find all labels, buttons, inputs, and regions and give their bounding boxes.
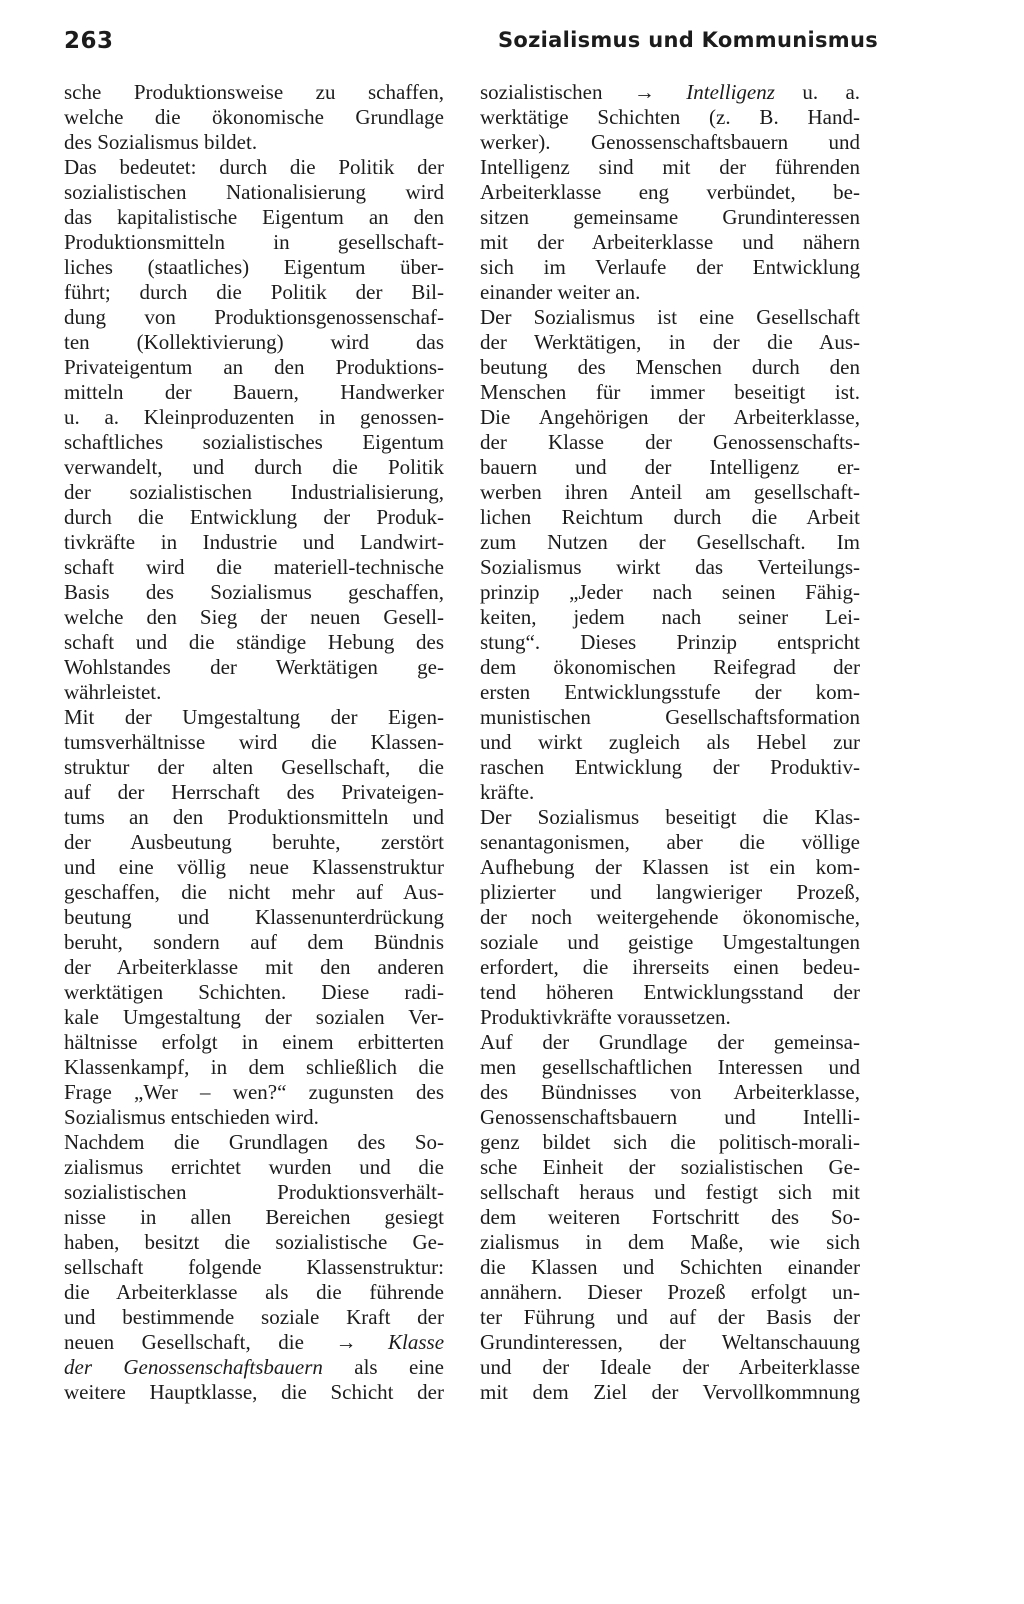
- text-line: einander weiter an.: [480, 280, 641, 304]
- text-line: durch die Entwicklung der Produk-: [64, 505, 444, 529]
- text-fragment: neuen Gesellschaft, die: [64, 1330, 304, 1354]
- paragraph: [64, 80, 444, 155]
- text-fragment: u. a.: [802, 80, 861, 104]
- paragraph: [64, 155, 444, 705]
- text-line: Grundinteressen, der Weltanschauung: [480, 1330, 860, 1354]
- text-line: erfordert, die ihrerseits einen bedeu-: [480, 955, 860, 979]
- text-line: die Klassen und Schichten einander: [480, 1255, 860, 1279]
- text-line: führt; durch die Politik der Bil-: [64, 280, 444, 304]
- text-line: und eine völlig neue Klassenstruktur: [64, 855, 444, 879]
- text-line: die Arbeiterklasse als die führende: [64, 1280, 444, 1304]
- text-line: schaft und die ständige Hebung des: [64, 630, 444, 654]
- text-line: sitzen gemeinsame Grundinteressen: [480, 205, 860, 229]
- text-line: tivkräfte in Industrie und Landwirt-: [64, 530, 444, 554]
- text-line: Wohlstandes der Werktätigen ge-: [64, 655, 444, 679]
- text-fragment: als eine: [354, 1355, 444, 1379]
- text-line: Auf der Grundlage der gemeinsa-: [480, 1030, 860, 1054]
- text-line: [64, 1330, 444, 1355]
- text-line: sozialistischen Produktionsverhält-: [64, 1180, 444, 1204]
- text-line: soziale und geistige Umgestaltungen: [480, 930, 860, 954]
- text-line: raschen Entwicklung der Produktiv-: [480, 755, 860, 779]
- text-fragment: sozialistischen: [480, 80, 603, 104]
- text-line: kräfte.: [480, 780, 535, 804]
- text-line: ersten Entwicklungsstufe der kom-: [480, 680, 860, 704]
- right-column: [480, 80, 860, 1405]
- text-line: dem weiteren Fortschritt des So-: [480, 1205, 860, 1229]
- text-line: munistischen Gesellschaftsformation: [480, 705, 860, 729]
- page-number: 263: [64, 28, 114, 54]
- text-line: mit dem Ziel der Vervollkommnung: [480, 1380, 860, 1404]
- text-line: plizierter und langwieriger Prozeß,: [480, 880, 860, 904]
- running-head: Sozialismus und Kommunismus: [497, 28, 878, 52]
- text-line: sellschaft heraus und festigt sich mit: [480, 1180, 860, 1204]
- text-line: sellschaft folgende Klassenstruktur:: [64, 1255, 444, 1279]
- text-line: lichen Reichtum durch die Arbeit: [480, 505, 860, 529]
- text-line: ter Führung und auf der Basis der: [480, 1305, 860, 1329]
- left-column: [64, 80, 444, 1405]
- text-line: tend höheren Entwicklungsstand der: [480, 980, 860, 1004]
- text-line: men gesellschaftlichen Interessen und: [480, 1055, 860, 1079]
- text-line: bauern und der Intelligenz er-: [480, 455, 860, 479]
- text-line: Frage „Wer – wen?“ zugunsten des: [64, 1080, 444, 1104]
- arrow-icon: →: [633, 80, 655, 104]
- text-line: dung von Produktionsgenossenschaf-: [64, 305, 444, 329]
- text-line: weitere Hauptklasse, die Schicht der: [64, 1380, 444, 1404]
- text-line: Sozialismus entschieden wird.: [64, 1105, 319, 1129]
- text-line: der Ausbeutung beruhte, zerstört: [64, 830, 444, 854]
- text-line: des Sozialismus bildet.: [64, 130, 258, 154]
- text-line: kale Umgestaltung der sozialen Ver-: [64, 1005, 444, 1029]
- paragraph: [64, 705, 444, 1130]
- text-line: sozialistischen Nationalisierung wird: [64, 180, 444, 204]
- text-line: tums an den Produktionsmitteln und: [64, 805, 444, 829]
- cross-reference-link[interactable]: der Genossenschaftsbauern: [64, 1355, 323, 1379]
- text-line: und wirkt zugleich als Hebel zur: [480, 730, 860, 754]
- paragraph: [480, 1030, 860, 1405]
- text-line: der sozialistischen Industrialisierung,: [64, 480, 444, 504]
- text-line: der noch weitergehende ökonomische,: [480, 905, 860, 929]
- text-line: welche den Sieg der neuen Gesell-: [64, 605, 444, 629]
- paragraph: [64, 1130, 444, 1405]
- text-line: hältnisse erfolgt in einem erbitterten: [64, 1030, 444, 1054]
- text-line: werben ihren Anteil am gesellschaft-: [480, 480, 860, 504]
- text-line: Privateigentum an den Produktions-: [64, 355, 444, 379]
- text-line: sche Produktionsweise zu schaffen,: [64, 80, 444, 104]
- text-line: werktätigen Schichten. Diese radi-: [64, 980, 444, 1004]
- text-line: haben, besitzt die sozialistische Ge-: [64, 1230, 444, 1254]
- text-line: Das bedeutet: durch die Politik der: [64, 155, 444, 179]
- text-line: genz bildet sich die politisch-morali-: [480, 1130, 860, 1154]
- text-line: schaftliches sozialistisches Eigentum: [64, 430, 444, 454]
- text-line: sche Einheit der sozialistischen Ge-: [480, 1155, 860, 1179]
- text-line: das kapitalistische Eigentum an den: [64, 205, 444, 229]
- text-line: [480, 80, 860, 105]
- text-line: werktätige Schichten (z. B. Hand-: [480, 105, 860, 129]
- text-line: [64, 1355, 444, 1380]
- text-line: zum Nutzen der Gesellschaft. Im: [480, 530, 860, 554]
- text-line: struktur der alten Gesellschaft, die: [64, 755, 444, 779]
- text-line: u. a. Kleinproduzenten in genossen-: [64, 405, 444, 429]
- text-line: des Bündnisses von Arbeiterklasse,: [480, 1080, 860, 1104]
- text-line: sich im Verlaufe der Entwicklung: [480, 255, 860, 279]
- text-line: auf der Herrschaft des Privateigen-: [64, 780, 444, 804]
- text-line: Nachdem die Grundlagen des So-: [64, 1130, 444, 1154]
- text-line: Genossenschaftsbauern und Intelli-: [480, 1105, 860, 1129]
- text-line: Die Angehörigen der Arbeiterklasse,: [480, 405, 860, 429]
- text-line: und der Ideale der Arbeiterklasse: [480, 1355, 860, 1379]
- paragraph: [480, 805, 860, 1030]
- text-line: und bestimmende soziale Kraft der: [64, 1305, 444, 1329]
- cross-reference-link[interactable]: Intelligenz: [686, 80, 775, 104]
- text-line: währleistet.: [64, 680, 162, 704]
- text-line: mitteln der Bauern, Handwerker: [64, 380, 444, 404]
- text-line: senantagonismen, aber die völlige: [480, 830, 860, 854]
- text-line: tumsverhältnisse wird die Klassen-: [64, 730, 444, 754]
- text-line: welche die ökonomische Grundlage: [64, 105, 444, 129]
- text-line: Aufhebung der Klassen ist ein kom-: [480, 855, 860, 879]
- text-line: der Arbeiterklasse mit den anderen: [64, 955, 444, 979]
- text-line: dem ökonomischen Reifegrad der: [480, 655, 860, 679]
- paragraph: [480, 305, 860, 805]
- text-line: Der Sozialismus beseitigt die Klas-: [480, 805, 860, 829]
- text-line: Produktionsmitteln in gesellschaft-: [64, 230, 444, 254]
- text-line: liches (staatliches) Eigentum über-: [64, 255, 444, 279]
- text-line: Basis des Sozialismus geschaffen,: [64, 580, 444, 604]
- text-line: prinzip „Jeder nach seinen Fähig-: [480, 580, 860, 604]
- text-line: Arbeiterklasse eng verbündet, be-: [480, 180, 860, 204]
- text-line: zialismus in dem Maße, wie sich: [480, 1230, 860, 1254]
- arrow-icon: →: [335, 1330, 357, 1354]
- text-line: Mit der Umgestaltung der Eigen-: [64, 705, 444, 729]
- text-line: schaft wird die materiell-technische: [64, 555, 444, 579]
- text-line: beutung und Klassenunterdrückung: [64, 905, 444, 929]
- text-line: der Werktätigen, in der die Aus-: [480, 330, 860, 354]
- text-line: stung“. Dieses Prinzip entspricht: [480, 630, 860, 654]
- text-line: Klassenkampf, in dem schließlich die: [64, 1055, 444, 1079]
- text-line: werker). Genossenschaftsbauern und: [480, 130, 860, 154]
- text-line: nisse in allen Bereichen gesiegt: [64, 1205, 444, 1229]
- text-line: Menschen für immer beseitigt ist.: [480, 380, 860, 404]
- text-line: Der Sozialismus ist eine Gesellschaft: [480, 305, 860, 329]
- text-line: Produktivkräfte voraussetzen.: [480, 1005, 731, 1029]
- text-line: geschaffen, die nicht mehr auf Aus-: [64, 880, 444, 904]
- text-line: annähern. Dieser Prozeß erfolgt un-: [480, 1280, 860, 1304]
- text-line: beutung des Menschen durch den: [480, 355, 860, 379]
- text-line: zialismus errichtet wurden und die: [64, 1155, 444, 1179]
- text-line: ten (Kollektivierung) wird das: [64, 330, 444, 354]
- text-line: Sozialismus wirkt das Verteilungs-: [480, 555, 860, 579]
- text-line: der Klasse der Genossenschafts-: [480, 430, 860, 454]
- paragraph: [480, 80, 860, 305]
- text-line: beruht, sondern auf dem Bündnis: [64, 930, 444, 954]
- text-line: verwandelt, und durch die Politik: [64, 455, 444, 479]
- text-line: mit der Arbeiterklasse und nähern: [480, 230, 860, 254]
- text-line: Intelligenz sind mit der führenden: [480, 155, 860, 179]
- cross-reference-link[interactable]: Klasse: [388, 1330, 445, 1354]
- text-line: keiten, jedem nach seiner Lei-: [480, 605, 860, 629]
